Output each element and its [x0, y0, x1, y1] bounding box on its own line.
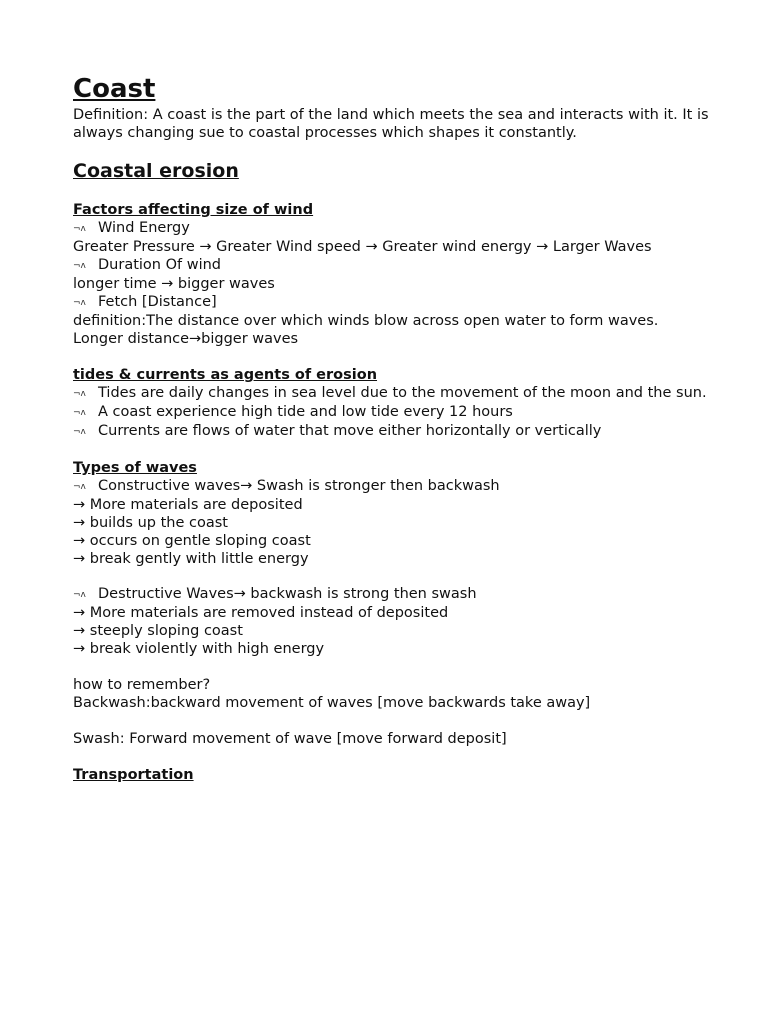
- bullet-icon: ¬ʌ: [73, 261, 86, 271]
- types-of-waves-heading: Types of waves: [73, 460, 197, 476]
- list-item: ¬ʌ Constructive waves→ Swash is stronger then backwash: [73, 478, 500, 494]
- bullet-icon: ¬ʌ: [73, 427, 86, 437]
- coastal-erosion-heading: Coastal erosion: [73, 160, 239, 182]
- bullet-icon: ¬ʌ: [73, 224, 86, 234]
- list-item: → occurs on gentle sloping coast: [73, 533, 311, 549]
- list-item: ¬ʌ Duration Of wind: [73, 257, 221, 273]
- list-item: → break gently with little energy: [73, 551, 309, 567]
- list-item: ¬ʌ Tides are daily changes in sea level due to the movement of the moon and the sun.: [73, 385, 707, 401]
- list-item: → break violently with high energy: [73, 641, 325, 657]
- bullet-icon: ¬ʌ: [73, 482, 86, 492]
- list-item: → More materials are removed instead of deposited: [73, 605, 449, 621]
- bullet-icon: ¬ʌ: [73, 389, 86, 399]
- fetch-definition: definition:The distance over which winds blow across open water to form waves.: [73, 313, 659, 329]
- factors-heading: Factors affecting size of wind: [73, 202, 314, 218]
- list-item: → builds up the coast: [73, 515, 228, 531]
- list-item: → More materials are deposited: [73, 497, 303, 513]
- list-item: ¬ʌ Wind Energy: [73, 220, 190, 236]
- list-item: ¬ʌ Destructive Waves→ backwash is strong then swash: [73, 586, 477, 602]
- document-page: [73, 72, 713, 784]
- bullet-icon: ¬ʌ: [73, 590, 86, 600]
- list-item: ¬ʌ Currents are flows of water that move either horizontally or vertically: [73, 423, 602, 439]
- page-title: Coast: [73, 74, 156, 104]
- duration-detail: longer time → bigger waves: [73, 276, 275, 292]
- bullet-icon: ¬ʌ: [73, 408, 86, 418]
- wind-energy-detail: Greater Pressure → Greater Wind speed → Greater wind energy → Larger Waves: [73, 239, 652, 255]
- list-item: ¬ʌ A coast experience high tide and low tide every 12 hours: [73, 404, 513, 420]
- swash-note: Swash: Forward movement of wave [move forward deposit]: [73, 731, 507, 747]
- fetch-detail: Longer distance→bigger waves: [73, 331, 299, 347]
- list-item: → steeply sloping coast: [73, 623, 243, 639]
- tides-heading: tides & currents as agents of erosion: [73, 367, 378, 383]
- coast-definition: Definition: A coast is the part of the land which meets the sea and interacts with it. It is always changing sue to coastal processes which shapes it constantly.: [73, 107, 709, 141]
- list-item: ¬ʌ Fetch [Distance]: [73, 294, 217, 310]
- backwash-note: Backwash:backward movement of waves [move backwards take away]: [73, 695, 591, 711]
- remember-question: how to remember?: [73, 677, 211, 693]
- transportation-heading: Transportation: [73, 767, 194, 783]
- bullet-icon: ¬ʌ: [73, 298, 86, 308]
